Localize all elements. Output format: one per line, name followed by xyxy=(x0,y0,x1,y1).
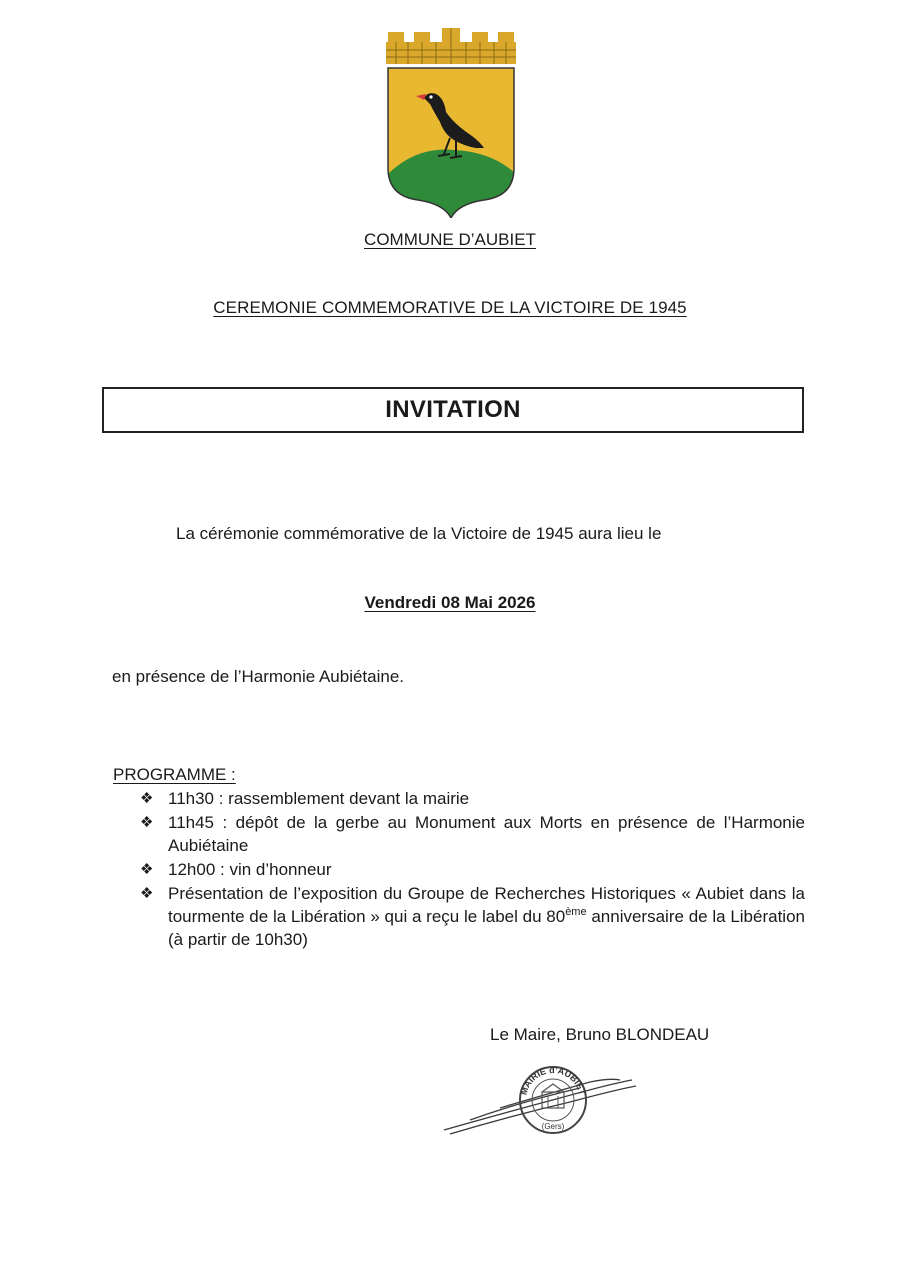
list-item: ❖ 11h45 : dépôt de la gerbe au Monument aux Morts en présence de l’Harmonie Aubiétaine xyxy=(140,813,805,855)
diamond-bullet-icon: ❖ xyxy=(140,790,154,807)
list-item: ❖ 11h30 : rassemblement devant la mairie xyxy=(140,789,470,808)
event-date: Vendredi 08 Mai 2026 xyxy=(364,593,536,612)
commune-heading: COMMUNE D’AUBIET xyxy=(364,230,536,249)
list-item: ❖ 12h00 : vin d’honneur xyxy=(140,860,332,879)
diamond-bullet-icon: ❖ xyxy=(140,861,154,878)
official-stamp-icon xyxy=(440,1058,640,1143)
mural-crown-icon xyxy=(386,28,516,64)
mayor-signature-name: Le Maire, Bruno BLONDEAU xyxy=(490,1025,710,1044)
presence-text: en présence de l’Harmonie Aubiétaine. xyxy=(112,667,405,686)
list-item: ❖ Présentation de l’exposition du Groupe de Recherches Historiques « Aubiet dans la tourmente de la Libération » qui a reçu le label du 80ème anniversaire de la Libération (à partir de 10h30) xyxy=(140,884,805,949)
programme-list xyxy=(140,787,805,952)
coat-of-arms-icon xyxy=(384,28,518,218)
programme-heading: PROGRAMME : xyxy=(113,765,236,784)
svg-text:MAIRIE d’AUBIET: MAIRIE d’AUBIET xyxy=(518,1064,588,1097)
ceremony-heading: CEREMONIE COMMEMORATIVE DE LA VICTOIRE DE 1945 xyxy=(213,298,687,317)
intro-text: La cérémonie commémorative de la Victoire de 1945 aura lieu le xyxy=(176,524,662,543)
diamond-bullet-icon: ❖ xyxy=(140,814,154,831)
invitation-title: INVITATION xyxy=(385,396,521,423)
invitation-box xyxy=(102,387,804,433)
diamond-bullet-icon: ❖ xyxy=(140,885,154,902)
svg-text:(Gers): (Gers) xyxy=(541,1122,565,1131)
handwritten-signature-icon xyxy=(444,1079,636,1134)
